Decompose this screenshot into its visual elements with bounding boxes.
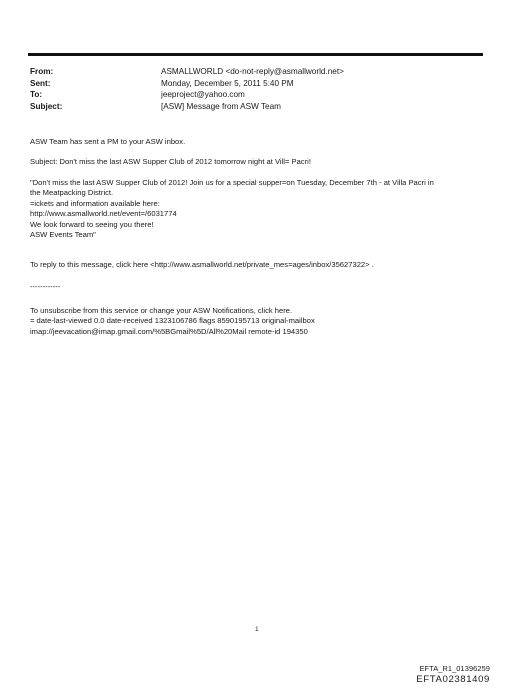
from-label: From: xyxy=(30,67,54,76)
reply-text: To reply to this message, click here <http://www.asmallworld.net/private_mes=ages/inbox/35627322> . xyxy=(30,260,374,269)
unsubscribe-paragraph xyxy=(30,306,490,337)
sent-value: Monday, December 5, 2011 5:40 PM xyxy=(161,78,294,88)
from-value: ASMALLWORLD <do-not-reply@asmallworld.net> xyxy=(161,67,344,76)
quote-line: We look forward to seeing you there! xyxy=(30,219,154,229)
quote-line: "Don't miss the last ASW Supper Club of 2012! Join us for a special supper=on Tuesday, December 7th - at Villa Pacri in xyxy=(30,178,434,187)
to-row xyxy=(30,89,344,101)
quote-paragraph xyxy=(30,178,490,240)
unsubscribe-text: To unsubscribe from this service or change your ASW Notifications, click here. xyxy=(30,306,293,315)
page-number: 1 xyxy=(255,626,259,633)
bates-number-primary: EFTA_R1_01396259 xyxy=(419,664,490,673)
subject-row xyxy=(30,101,344,113)
text-divider: ------------ xyxy=(30,282,61,291)
event-link-text: http://www.asmallworld.net/event=/6031774 xyxy=(30,209,177,219)
header-rule xyxy=(28,53,483,56)
divider-paragraph xyxy=(30,282,490,292)
quote-line: ASW Events Team" xyxy=(30,230,96,240)
to-value: jeeproject@yahoo.com xyxy=(161,90,245,99)
sent-label: Sent: xyxy=(30,78,51,88)
quote-line: the Meatpacking District. xyxy=(30,188,114,198)
quote-line: =ickets and information available here: xyxy=(30,198,160,208)
metadata-text: = date-last-viewed 0.0 date-received 1323106786 flags 8590195713 original-mailbox xyxy=(30,316,315,326)
email-header xyxy=(30,66,344,112)
intro-text: ASW Team has sent a PM to your ASW inbox. xyxy=(30,137,186,146)
to-label: To: xyxy=(30,90,43,99)
subject-value: [ASW] Message from ASW Team xyxy=(161,101,281,111)
message-subject-text: Subject: Don't miss the last ASW Supper Club of 2012 tomorrow night at Vill= Pacri! xyxy=(30,157,311,166)
from-row xyxy=(30,66,344,78)
metadata-text: imap://jeevacation@imap.gmail.com/%5BGmail%5D/All%20Mail remote-id 194350 xyxy=(30,326,308,336)
subject-paragraph xyxy=(30,157,490,167)
reply-paragraph xyxy=(30,260,490,270)
intro-paragraph xyxy=(30,137,490,147)
subject-label: Subject: xyxy=(30,101,63,111)
bates-number-secondary: EFTA02381409 xyxy=(416,674,490,685)
sent-row xyxy=(30,78,344,90)
